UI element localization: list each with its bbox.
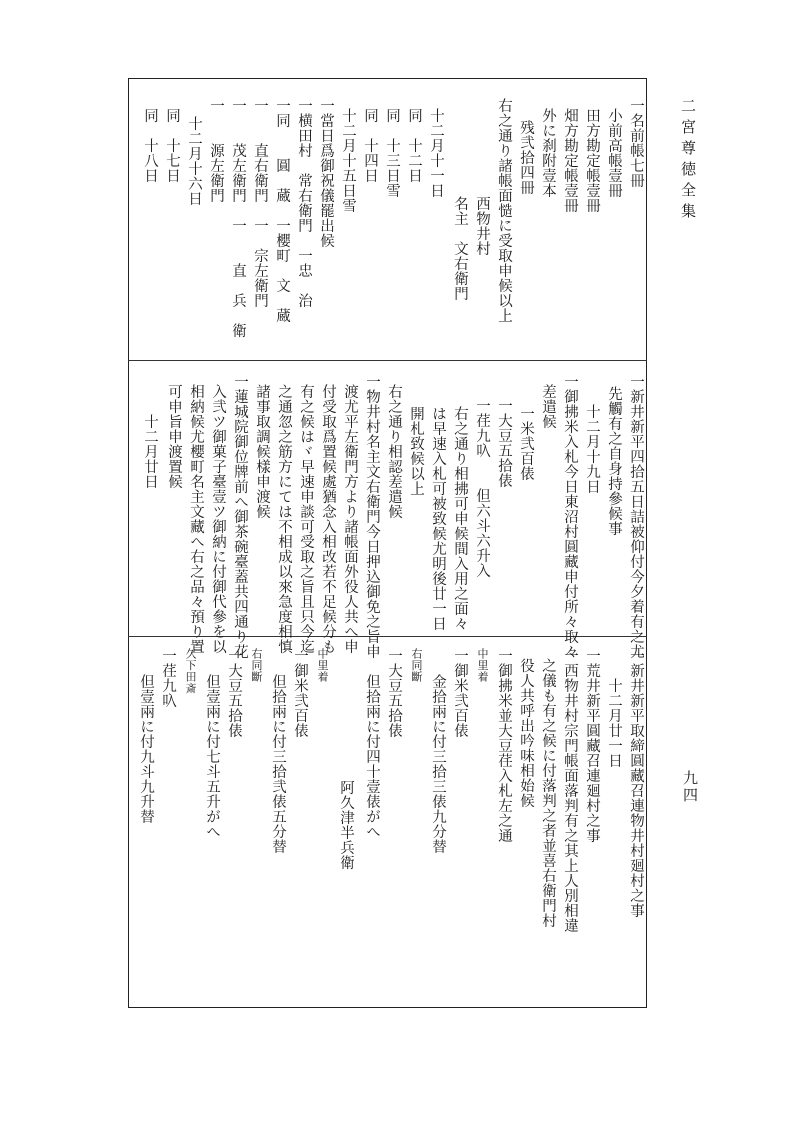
- text-column: 中里着: [476, 648, 489, 683]
- text-column: 右同斷: [250, 648, 263, 683]
- text-column: 一御拂米入札今日東沼村圓藏申付所々取々: [562, 374, 578, 659]
- text-column: 一同 圓 蔵 一櫻町 文 蔵: [274, 98, 290, 323]
- text-column: 一 直右衛門 一 宗左衛門: [252, 98, 268, 308]
- text-column: 右同斷: [410, 648, 423, 683]
- section-divider: [128, 360, 647, 361]
- text-column: 一御米弐百俵: [292, 648, 308, 738]
- text-column: は早速入札可被致候尤明後廿一日: [430, 406, 446, 631]
- text-column: 但壹兩に付九斗九升替: [138, 674, 154, 824]
- text-column: 諸事取調候樣申渡候: [254, 384, 270, 519]
- text-column: 一横田村 常右衛門 一忠 治: [296, 98, 312, 308]
- text-column: 同 十三日雪: [384, 108, 400, 198]
- text-column: 差遣候: [540, 384, 556, 429]
- text-column: 中里着: [316, 648, 329, 683]
- text-column: 阿久津半兵衛: [338, 780, 354, 870]
- text-column: 同 十八日: [142, 108, 158, 183]
- text-column: 小前高帳壹冊: [606, 108, 622, 198]
- text-column: 相納候尤櫻町名主文藏へ右之品々預り置: [188, 384, 204, 654]
- text-column: 一荏九叺: [160, 648, 176, 708]
- page-number: 九四: [681, 770, 699, 804]
- text-column: 同 十七日: [164, 108, 180, 183]
- text-column: 有之候はヾ早速申談可受取之旨且只今迄: [298, 384, 314, 654]
- text-column: 十二月廿日: [142, 414, 158, 489]
- text-column: 同 十四日: [362, 108, 378, 183]
- text-column: 一御拂米並大豆荏入札左之通: [496, 648, 512, 843]
- running-header: 二宮尊徳全集: [679, 98, 697, 224]
- text-column: 田方勘定帳壹冊: [584, 108, 600, 213]
- text-column: 外に刹附壹本: [540, 108, 556, 198]
- text-column: 一大豆五拾俵: [226, 648, 242, 738]
- text-column: 一新井新平取締圓藏召連物井村廻村之事: [628, 648, 644, 918]
- text-column: 西物井村: [474, 196, 490, 256]
- text-column: 一物井村名主文右衛門今日押込御免之旨申: [364, 374, 380, 659]
- text-column: 十二月廿一日: [606, 678, 622, 768]
- text-column: 但拾兩に付四十壹俵がへ: [364, 674, 380, 839]
- text-column: 但壹兩に付七斗五升がへ: [204, 674, 220, 839]
- text-column: 但拾兩に付三拾弐俵五分替: [270, 674, 286, 854]
- text-column: 一大豆五拾俵: [496, 398, 512, 488]
- text-column: 一大豆五拾俵: [386, 648, 402, 738]
- text-column: 名主 文右衛門: [452, 196, 468, 301]
- text-column: 一當日爲御祝儀罷出候: [318, 98, 334, 248]
- text-column: 一 茂左衛門 一 直 兵 衛: [230, 98, 246, 338]
- text-column: 十二月十一日: [428, 108, 444, 198]
- text-column: 残弐拾四冊: [518, 120, 534, 195]
- bottom-section: [0, 648, 800, 998]
- text-column: 一 源左衛門: [208, 98, 224, 203]
- text-column: 十二月十六日: [186, 116, 202, 206]
- text-column: 一御米弐百俵: [452, 648, 468, 738]
- text-column: 金拾兩に付三拾三俵九分替: [430, 674, 446, 854]
- text-column: 一西物井村宗門帳面落判有之其上人別相違: [562, 648, 578, 933]
- text-column: 入弐ツ御菓子臺壹ツ御納に付御代參を以: [210, 384, 226, 654]
- text-column: 一米弐百俵: [518, 406, 534, 481]
- text-column: 付受取爲置候處猶念入相改若不足候分も: [320, 384, 336, 654]
- text-column: 十二月十九日: [584, 404, 600, 494]
- text-column: 一荏九叺 但六斗六升入: [474, 398, 490, 578]
- text-column: 畑方勘定帳壹冊: [562, 108, 578, 213]
- text-column: 開札致候以上: [408, 406, 424, 496]
- text-column: 役人共呼出吟味相始候: [518, 658, 534, 808]
- text-column: 一荒井新平圓藏召連廻村之事: [584, 648, 600, 843]
- text-column: 之儀も有之候に付落判之者並喜右衛門村: [540, 658, 556, 928]
- top-section: [0, 98, 800, 356]
- text-column: 右之通り諸帳面慥に受取申候以上: [496, 98, 512, 323]
- text-column: 一蓮城院御位牌前へ御茶碗臺蓋共四通り花: [232, 374, 248, 659]
- text-column: 渡尤平左衛門方より諸帳面外役人共へ申: [342, 384, 358, 654]
- text-column: 一名前帳七冊: [628, 98, 644, 188]
- text-column: 同 十二日: [406, 108, 422, 183]
- text-column: 右之通り相拂可申候間入用之面々: [452, 406, 468, 631]
- text-column: 先觸有之自身持參候事: [606, 386, 622, 536]
- text-column: 久下田斎: [184, 648, 197, 694]
- text-column: 一新井新平四拾五日詰被仰付今夕着有之尤: [628, 374, 644, 659]
- text-column: 可申旨申渡置候: [166, 384, 182, 489]
- middle-section: [0, 374, 800, 659]
- text-column: 之通忽之筋方にては不相成以來急度相慎: [276, 384, 292, 654]
- text-column: 右之通り相認差遣候: [386, 384, 402, 519]
- text-column: 十二月十五日雪: [340, 108, 356, 213]
